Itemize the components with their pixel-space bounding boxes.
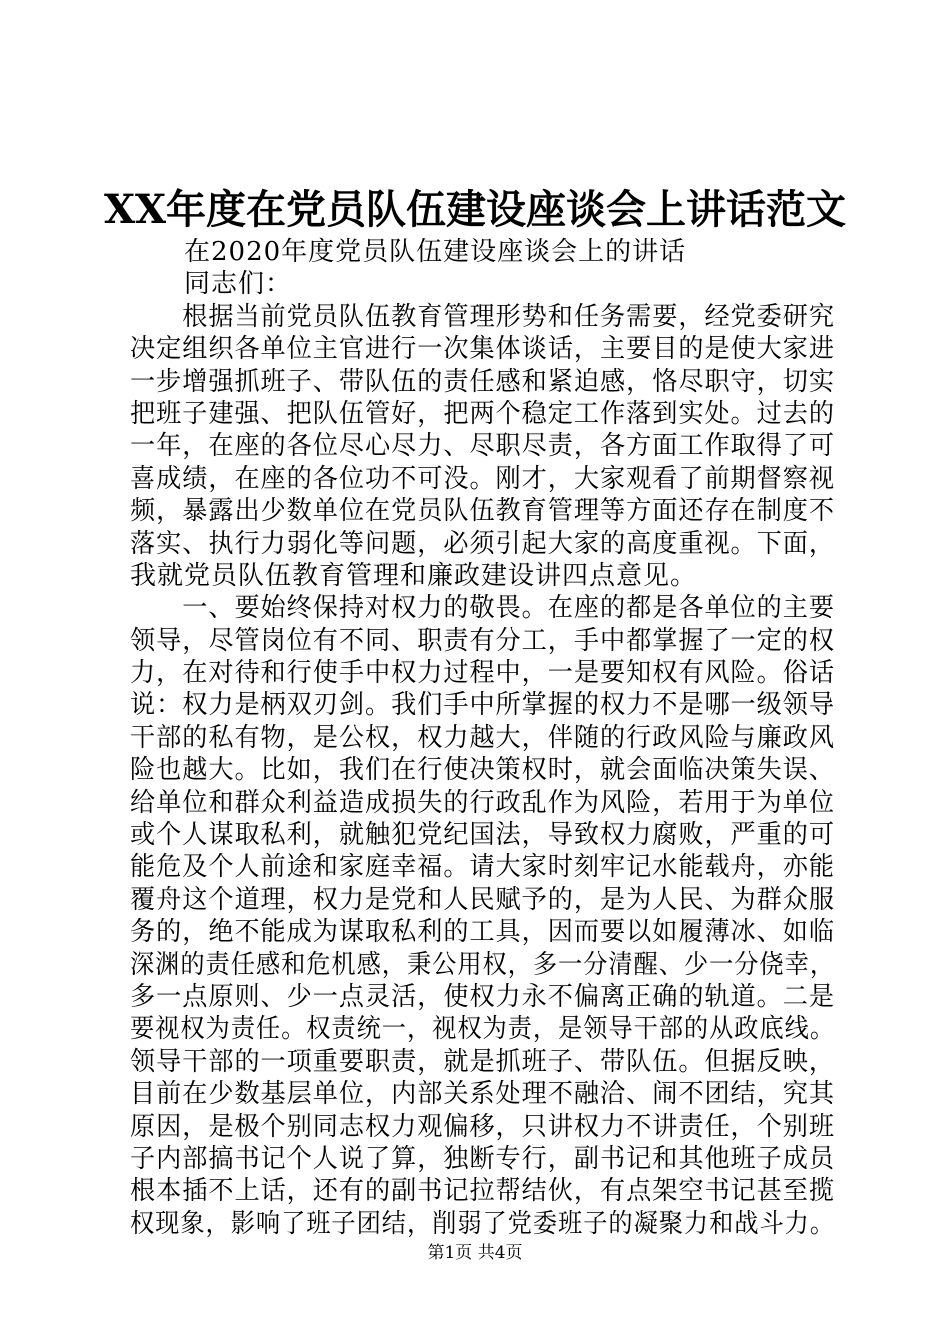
document-body	[130, 236, 835, 1240]
body-line: 多一点原则、少一点灵活，使权力永不偏离正确的轨道。二是	[130, 981, 836, 1012]
body-line: 力，在对待和行使手中权力过程中，一是要知权有风险。俗话	[130, 658, 836, 689]
body-line: 目前在少数基层单位，内部关系处理不融洽、闹不团结，究其	[130, 1079, 836, 1110]
body-line: 能危及个人前途和家庭幸福。请大家时刻牢记水能载舟，亦能	[130, 852, 836, 883]
body-line: 干部的私有物，是公权，权力越大，伴随的行政风险与廉政风	[130, 722, 836, 753]
page-indicator: 第1页 共4页	[427, 1243, 523, 1263]
body-line: 决定组织各单位主官进行一次集体谈话，主要目的是使大家进	[130, 334, 836, 365]
body-line: 一、要始终保持对权力的敬畏。在座的都是各单位的主要	[130, 593, 836, 624]
body-line: 领导，尽管岗位有不同、职责有分工，手中都掌握了一定的权	[130, 625, 836, 656]
body-line: 落实、执行力弱化等问题，必须引起大家的高度重视。下面，	[130, 528, 836, 559]
body-line: 把班子建强、把队伍管好，把两个稳定工作落到实处。过去的	[130, 398, 836, 429]
body-line: 一步增强抓班子、带队伍的责任感和紧迫感，恪尽职守，切实	[130, 366, 836, 397]
body-line: 同志们：	[130, 269, 293, 300]
body-line: 在2020年度党员队伍建设座谈会上的讲话	[130, 237, 687, 267]
body-line: 深渊的责任感和危机感，秉公用权，多一分清醒、少一分侥幸，	[130, 949, 836, 980]
body-line: 权现象，影响了班子团结，削弱了党委班子的凝聚力和战斗力。	[130, 1208, 836, 1239]
body-line: 说：权力是柄双刃剑。我们手中所掌握的权力不是哪一级领导	[130, 690, 836, 721]
body-line: 或个人谋取私利，就触犯党纪国法，导致权力腐败，严重的可	[130, 820, 836, 851]
body-line: 根据当前党员队伍教育管理形势和任务需要，经党委研究	[130, 301, 836, 332]
body-line: 一年，在座的各位尽心尽力、尽职尽责，各方面工作取得了可	[130, 431, 836, 462]
body-line: 险也越大。比如，我们在行使决策权时，就会面临决策失误、	[130, 755, 836, 786]
body-line: 根本插不上话，还有的副书记拉帮结伙，有点架空书记甚至揽	[130, 1176, 836, 1207]
body-line: 给单位和群众利益造成损失的行政乱作为风险，若用于为单位	[130, 787, 836, 818]
document-title: XX年度在党员队伍建设座谈会上讲话范文	[103, 186, 847, 233]
body-line: 子内部搞书记个人说了算，独断专行，副书记和其他班子成员	[130, 1143, 836, 1174]
body-line: 喜成绩，在座的各位功不可没。刚才，大家观看了前期督察视	[130, 463, 836, 494]
body-line: 要视权为责任。权责统一，视权为责，是领导干部的从政底线。	[130, 1014, 836, 1045]
body-line: 领导干部的一项重要职责，就是抓班子、带队伍。但据反映，	[130, 1046, 836, 1077]
body-line: 覆舟这个道理，权力是党和人民赋予的，是为人民、为群众服	[130, 884, 836, 915]
body-line: 我就党员队伍教育管理和廉政建设讲四点意见。	[130, 560, 698, 591]
body-line: 原因，是极个别同志权力观偏移，只讲权力不讲责任，个别班	[130, 1111, 836, 1142]
body-line: 频，暴露出少数单位在党员队伍教育管理等方面还存在制度不	[130, 496, 836, 527]
body-line: 务的，绝不能成为谋取私利的工具，因而要以如履薄冰、如临	[130, 917, 836, 948]
